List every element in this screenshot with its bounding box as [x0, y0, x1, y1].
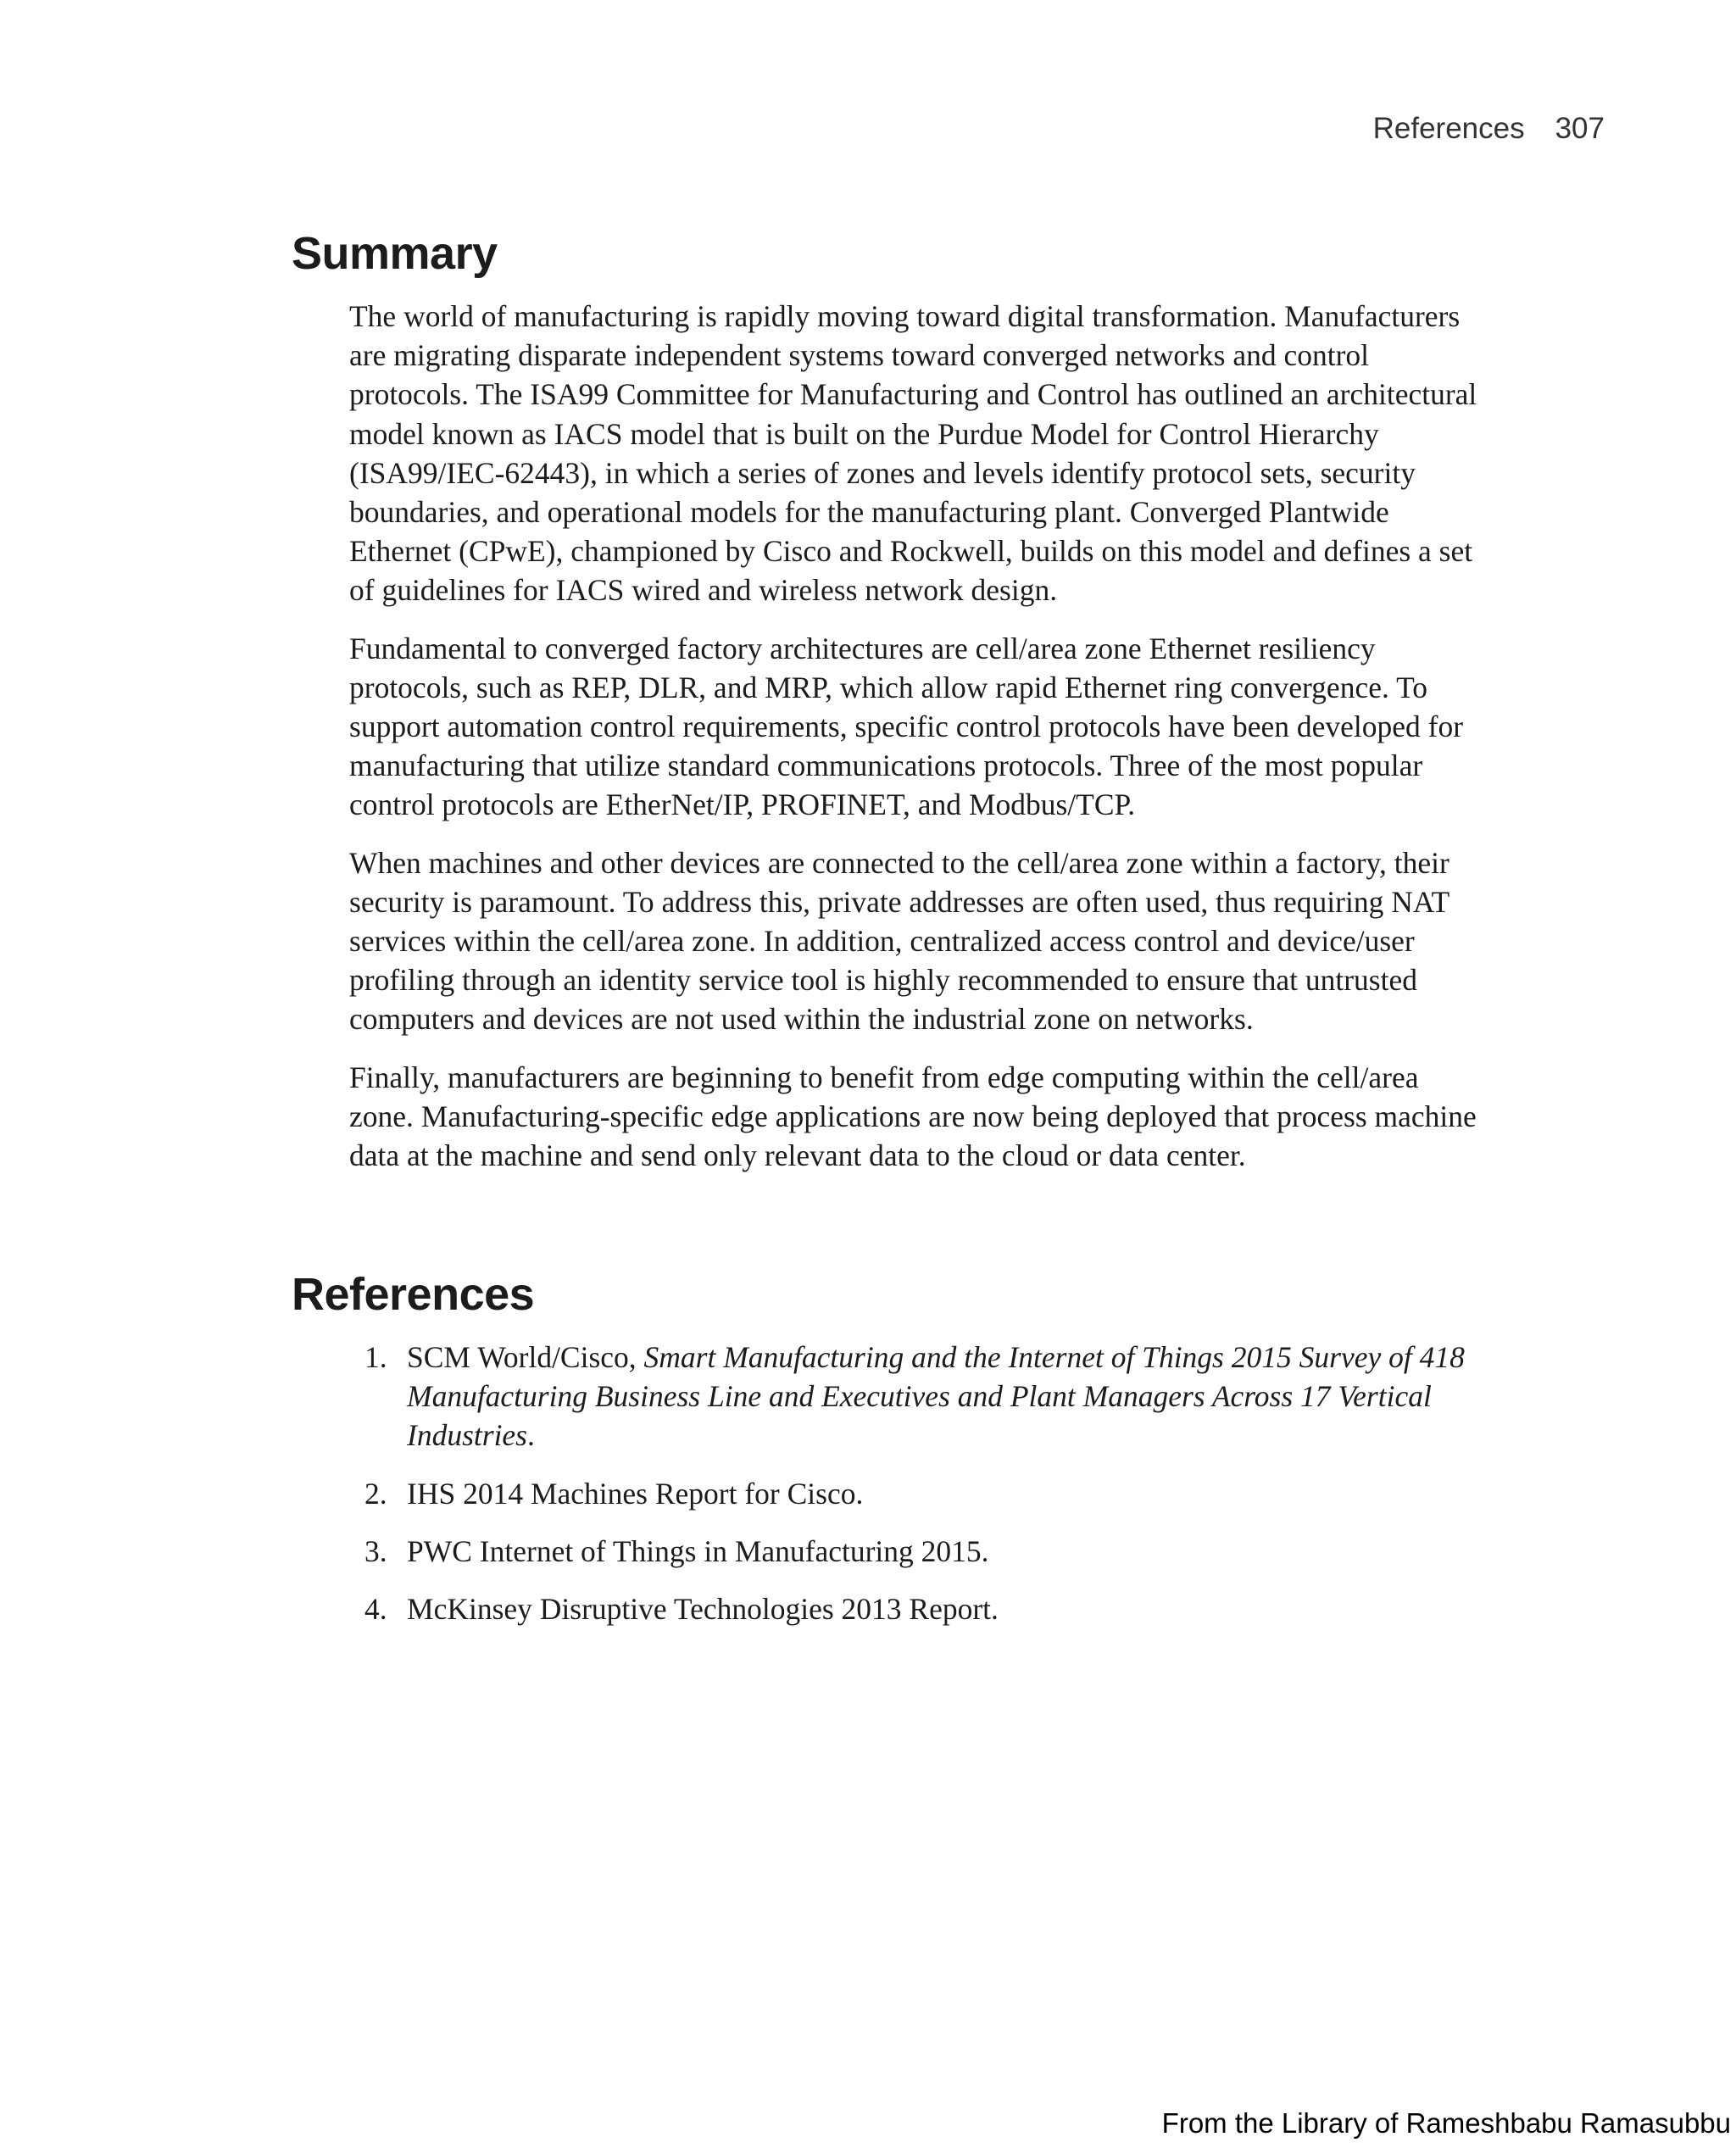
summary-paragraph: When machines and other devices are connected to the cell/area zone within a factory, their security is paramount. To address this, private addresses are often used, thus requiring NAT services within the cell/area zone. In addition, centralized access control and device/user profiling through an identity service tool is highly recommended to ensure that untrusted computers and devices are not used within the industrial zone on networks.	[349, 845, 1449, 1037]
reference-text: IHS 2014 Machines Report for Cisco.	[407, 1476, 864, 1511]
reference-number: 4.	[364, 1592, 387, 1627]
reference-number: 2.	[364, 1476, 387, 1511]
running-header	[1373, 112, 1605, 146]
summary-body	[349, 297, 1485, 1194]
library-watermark: From the Library of Rameshbabu Ramasubbu	[1161, 2107, 1731, 2139]
reference-item	[349, 1589, 1485, 1628]
reference-number: 1.	[364, 1340, 387, 1374]
reference-item	[349, 1474, 1485, 1513]
reference-suffix: .	[527, 1418, 535, 1453]
summary-paragraph: Finally, manufacturers are beginning to benefit from edge computing within the cell/area zone. Manufacturing-specific edge applications are now being deployed that process machine data at the machine and send only relevant data to the cloud or data center.	[349, 1060, 1477, 1173]
reference-item	[349, 1338, 1485, 1455]
reference-text: McKinsey Disruptive Technologies 2013 Report.	[407, 1592, 999, 1627]
running-title: References	[1372, 112, 1525, 145]
page-number: 307	[1555, 112, 1605, 145]
reference-text: PWC Internet of Things in Manufacturing 2015.	[407, 1533, 989, 1568]
reference-author: SCM World/Cisco,	[407, 1340, 644, 1374]
references-heading: References	[292, 1269, 535, 1320]
reference-number: 3.	[364, 1533, 387, 1568]
reference-title: Smart Manufacturing and the Internet of Things 2015 Survey of 418 Manufacturing Business Line and Executives and Plant Managers Across 17 Vertical Industries	[407, 1340, 1465, 1453]
summary-paragraph: The world of manufacturing is rapidly moving toward digital transformation. Manufacturers are migrating disparate independent systems toward converged networks and control protocols. The ISA99 Committee for Manufacturing and Control has outlined an architectural model known as IACS model that is built on the Purdue Model for Control Hierarchy (ISA99/IEC-62443), in which a series of zones and levels identify protocol sets, security boundaries, and operational models for the manufacturing plant. Converged Plantwide Ethernet (CPwE), championed by Cisco and Rockwell, builds on this model and defines a set of guidelines for IACS wired and wireless network design.	[349, 299, 1477, 608]
summary-paragraph: Fundamental to converged factory architectures are cell/area zone Ethernet resiliency protocols, such as REP, DLR, and MRP, which allow rapid Ethernet ring convergence. To support automation control requirements, specific control protocols have been developed for manufacturing that utilize standard communications protocols. Three of the most popular control protocols are EtherNet/IP, PROFINET, and Modbus/TCP.	[349, 631, 1464, 822]
reference-list	[349, 1338, 1485, 1647]
summary-heading: Summary	[292, 228, 498, 279]
reference-item	[349, 1532, 1485, 1571]
